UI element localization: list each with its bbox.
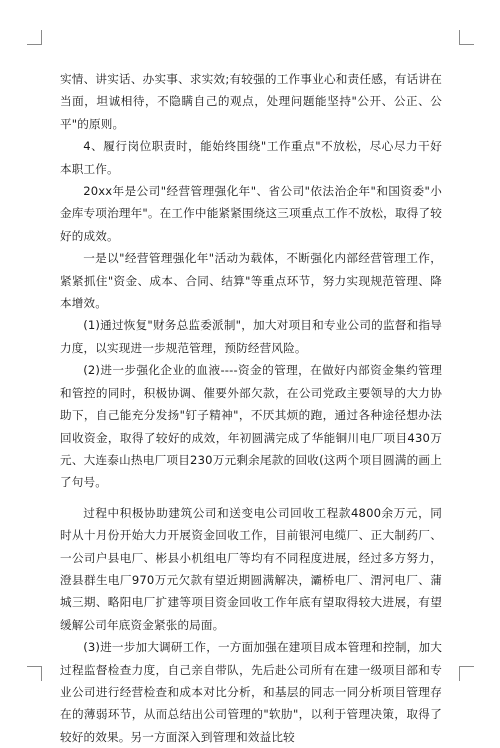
- paragraph: 20xx年是公司"经营管理强化年"、省公司"依法治企年"和国资委"小金库专项治理年"。在工作中能紧紧围绕这三项重点工作不放松，取得了较好的成效。: [60, 184, 442, 243]
- crop-mark-top-left: [27, 30, 42, 45]
- paragraph: (1)通过恢复"财务总监委派制"，加大对项目和专业公司的监督和指导力度，以实现进一步规范管理，预防经营风险。: [60, 318, 442, 355]
- paragraph: 过程中积极协助建筑公司和送变电公司回收工程款4800余万元，同时从十月份开始大力开展资金回收工作，目前银河电缆厂、正大制药厂、一公司户县电厂、彬县小机组电厂等均有不同程度进展，经过多方努力，澄县群生电厂970万元欠款有望近期圆满解决，灞桥电厂、渭河电厂、蒲城三期、略阳电厂扩建等项目资金回收工作年底有望取得较大进展，有望缓解公司年底资金紧张的局面。: [60, 505, 442, 632]
- paragraph: 实情、讲实话、办实事、求实效;有较强的工作事业心和责任感，有话讲在当面，坦诚相待，不隐瞒自己的观点，处理问题能坚持"公开、公正、公平"的原则。: [60, 72, 442, 131]
- paragraph: 一是以"经营管理强化年"活动为载体，不断强化内部经营管理工作，紧紧抓住"资金、成本、合同、结算"等重点环节，努力实现规范管理、降本增效。: [60, 251, 442, 311]
- crop-mark-top-right: [459, 30, 474, 45]
- paragraph: 4、履行岗位职责时，能始终围绕"工作重点"不放松，尽心尽力干好本职工作。: [60, 139, 442, 176]
- paragraph: (2)进一步强化企业的血液----资金的管理，在做好内部资金集约管理和管控的同时，积极协调、催要外部欠款，在公司党政主要领导的大力协助下，自己能充分发扬"钉子精神"，不厌其烦的跑，通过各种途径想办法回收资金，取得了较好的成效，年初圆满完成了华能铜川电厂项目430万元、大连泰山热电厂项目230万元剩余尾款的回收(这两个项目圆满的画上了句号。: [60, 363, 442, 490]
- document-body: [60, 68, 442, 748]
- crop-mark-bottom-left: [27, 666, 42, 681]
- paragraph: (3)进一步加大调研工作，一方面加强在建项目成本管理和控制，加大过程监督检查力度，自己亲自带队，先后赴公司所有在建一级项目部和专业公司进行经营检查和成本对比分析，和基层的同志一同分析项目管理存在的薄弱环节，从而总结出公司管理的"软肋"，以利于管理决策，取得了较好的效果。另一方面深入到管理和效益比较: [60, 640, 442, 744]
- crop-mark-bottom-right: [459, 666, 474, 681]
